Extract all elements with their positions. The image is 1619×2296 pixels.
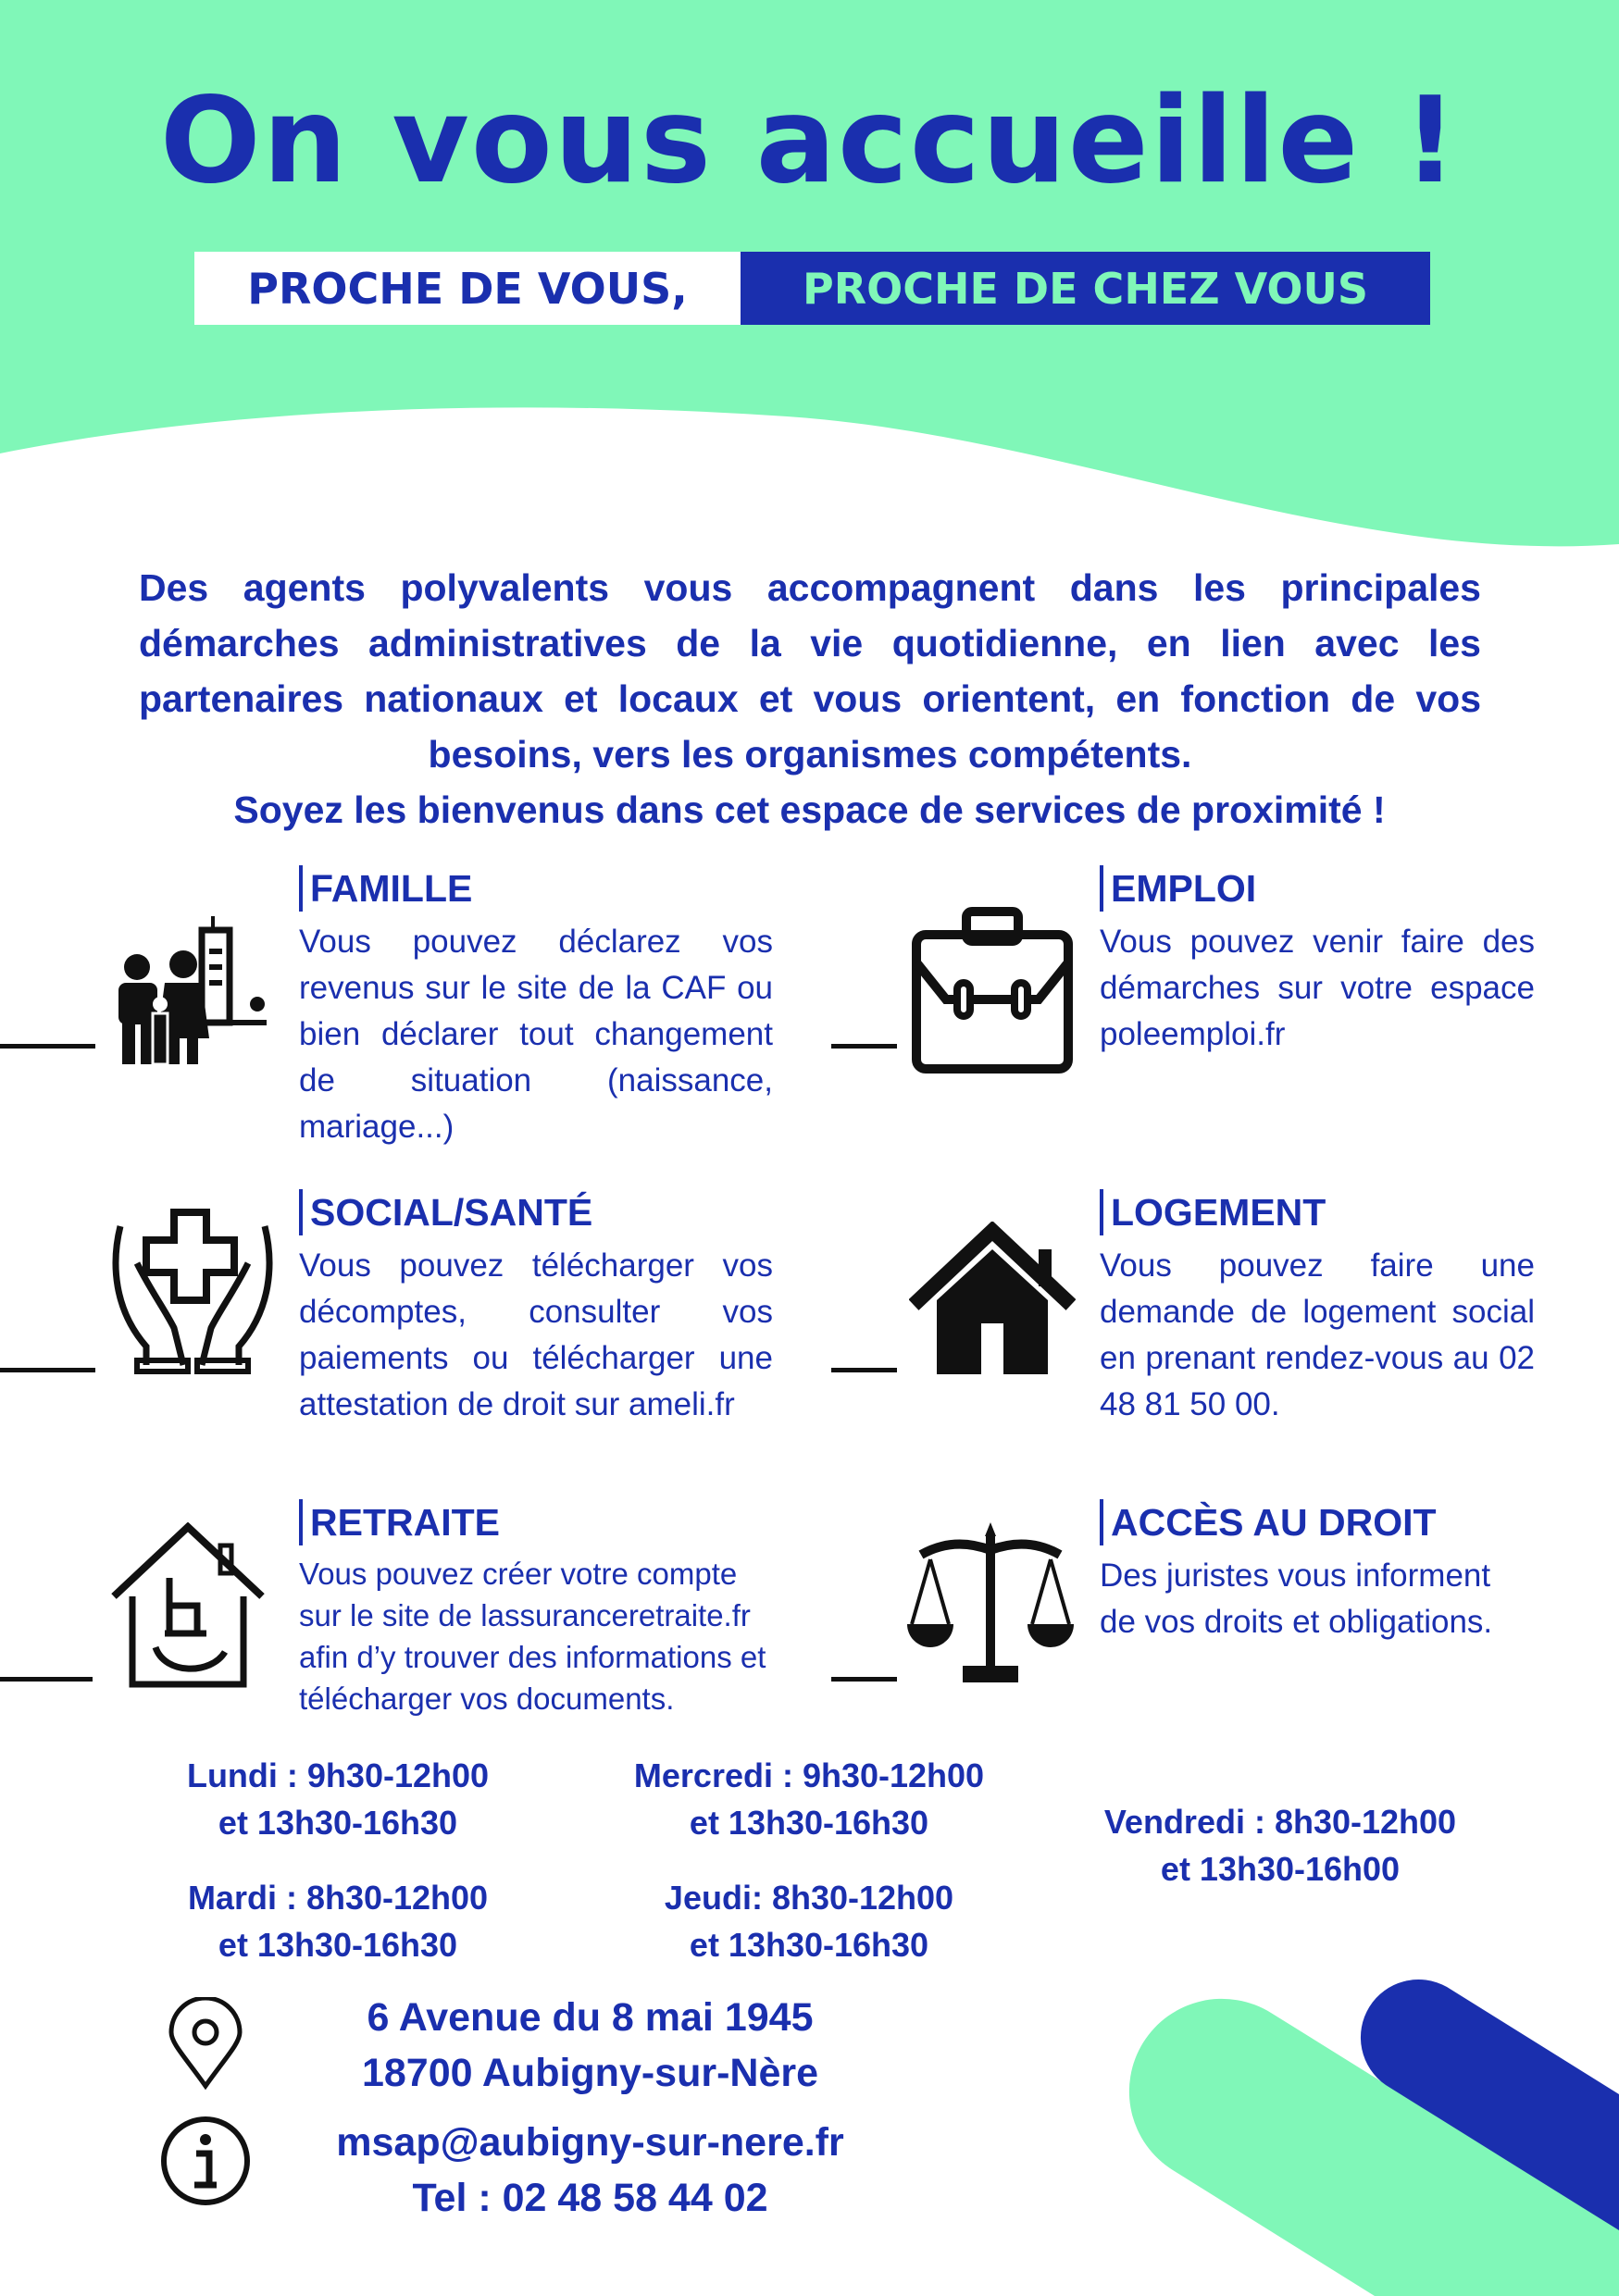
section-logement [1100,1189,1535,1428]
divider-line [0,1677,93,1682]
hours-line: et 13h30-16h30 [689,1804,929,1842]
divider-line [831,1044,897,1049]
scales-icon [907,1518,1074,1684]
tagline-right: PROCHE DE CHEZ VOUS [741,252,1430,325]
location-pin-icon [167,1997,244,2090]
section-emploi [1100,865,1535,1058]
divider-line [0,1368,95,1372]
hours-jeudi [624,1874,994,1968]
address-line: 18700 Aubigny-sur-Nère [361,2051,819,2095]
hours-line: Mardi : 8h30-12h00 [187,1879,489,1917]
section-retraite [299,1499,773,1719]
address-line: 6 Avenue du 8 mai 1945 [367,1995,814,2040]
hours-line: et 13h30-16h00 [1160,1850,1401,1888]
section-title: FAMILLE [299,865,773,912]
hours-line: Mercredi : 9h30-12h00 [633,1756,985,1794]
hours-lundi [153,1752,523,1846]
hours-mardi [153,1874,523,1968]
section-text: Vous pouvez venir faire des démarches sur votre espace poleemploi.fr [1100,924,1535,1052]
divider-line [831,1368,897,1372]
welcome-text: Soyez les bienvenus dans cet espace de services de proximité ! [233,788,1386,831]
family-icon [109,898,276,1064]
phone-number: Tel : 02 48 58 44 02 [412,2176,768,2220]
section-text: Vous pouvez déclarez vos revenus sur le site de la CAF ou bien déclarer tout changement de situation (naissance, mariage...) [299,924,773,1145]
page-title: On vous accueille ! [159,72,1460,210]
hours-mercredi [624,1752,994,1846]
hours-line: Lundi : 9h30-12h00 [186,1756,490,1794]
section-title: ACCÈS AU DROIT [1100,1499,1535,1545]
intro-paragraph: Des agents polyvalents vous accompagnent dans les principales démarches administratives de la vie quotidienne, en lien avec les partenaires nationaux et locaux et vous orientent, en fonction de vos besoins, vers les organismes compétents. [139,566,1481,776]
house-icon [909,1222,1076,1388]
section-title: RETRAITE [299,1499,773,1545]
divider-line [831,1677,897,1682]
section-text: Vous pouvez télécharger vos décomptes, consulter vos paiements ou télécharger une attestation de droit sur ameli.fr [299,1247,773,1422]
hours-line: Vendredi : 8h30-12h00 [1103,1803,1457,1841]
hands-cross-icon [109,1208,276,1374]
section-text: Des juristes vous informent de vos droits et obligations. [1100,1558,1493,1640]
tagline-left: PROCHE DE VOUS, [194,252,741,325]
hours-line: et 13h30-16h30 [218,1926,458,1964]
hours-line: Jeudi: 8h30-12h00 [664,1879,954,1917]
section-acces-au-droit [1100,1499,1535,1645]
section-title: LOGEMENT [1100,1189,1535,1235]
hours-line: et 13h30-16h30 [218,1804,458,1842]
contact-info [305,2115,875,2226]
section-famille [299,865,773,1150]
section-title: EMPLOI [1100,865,1535,912]
hours-vendredi [1095,1798,1465,1893]
briefcase-icon [909,907,1076,1074]
info-icon [159,2115,252,2207]
email-link[interactable]: msap@aubigny-sur-nere.fr [336,2120,844,2165]
section-social-sante [299,1189,773,1428]
rocking-chair-house-icon [109,1522,276,1689]
hours-line: et 13h30-16h30 [689,1926,929,1964]
address [305,1990,875,2101]
divider-line [0,1044,95,1049]
section-text: Vous pouvez créer votre compte sur le site de lassuranceretraite.fr afin d’y trouver des informations et télécharger vos documents. [299,1557,766,1716]
section-text: Vous pouvez faire une demande de logement social en prenant rendez-vous au 02 48 81 50 00. [1100,1247,1535,1422]
section-title: SOCIAL/SANTÉ [299,1189,773,1235]
